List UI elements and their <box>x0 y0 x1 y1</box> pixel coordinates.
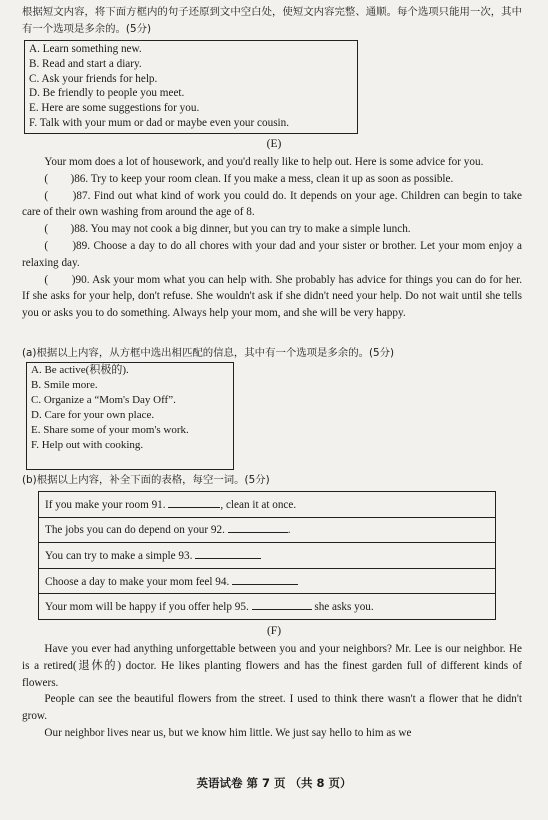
passage-paragraph: ( )87. Find out what kind of work you could do. It depends on your age. Children can begin to take care of their own washing from around the age of 8. <box>22 189 522 219</box>
option-item: A. Learn something new. <box>29 43 142 55</box>
answer-blank-93[interactable] <box>195 549 261 559</box>
answer-blank-92[interactable] <box>228 523 288 533</box>
passage-paragraph: People can see the beautiful flowers from the street. I used to think there wasn't a flower that he didn't grow. <box>22 693 522 723</box>
option-item: C. Ask your friends for help. <box>29 72 158 85</box>
answer-blank-91[interactable] <box>168 498 220 508</box>
instructions-7-choice: 根据短文内容，将下面方框内的句子还原到文中空白处，使短文内容完整、通顺。每个选项只能用一次，其中有一个选项是多余的。(5分) <box>22 6 522 35</box>
table-row: Your mom will be happy if you offer help 95. she asks you. <box>39 594 496 620</box>
passage-paragraph: Your mom does a lot of housework, and you'd really like to help out. Here is some advice for you. <box>44 156 484 168</box>
option-box-matching <box>26 362 234 470</box>
passage-f <box>22 641 522 742</box>
option-item: E. Share some of your mom's work. <box>31 423 189 436</box>
option-item: E. Here are some suggestions for you. <box>29 102 200 115</box>
answer-blank-94[interactable] <box>232 575 298 585</box>
option-item: D. Care for your own place. <box>31 408 155 421</box>
option-item: F. Talk with your mum or dad or maybe even your cousin. <box>29 116 290 129</box>
section-f-heading: (F) <box>266 625 282 637</box>
option-item: F. Help out with cooking. <box>31 438 144 451</box>
passage-paragraph: ( )88. You may not cook a big dinner, but you can try to make a simple lunch. <box>44 223 411 236</box>
instructions-a: (a)根据以上内容，从方框中选出相匹配的信息，其中有一个选项是多余的。(5分) <box>22 347 395 359</box>
passage-paragraph: ( )90. Ask your mom what you can help with. She probably has advice for things you can do for her. If she asks for your help, don't refuse. She wouldn't ask if she didn't need your help. Do not wait until she tells you or asks you to do something. Always help your mom, and she will be very happy. <box>22 273 522 320</box>
page-footer: 英语试卷 第 7 页 （共 8 页） <box>196 776 352 790</box>
option-item: B. Smile more. <box>31 378 98 391</box>
passage-paragraph: Our neighbor lives near us, but we know him little. We just say hello to him as we <box>44 726 412 739</box>
table-row: You can try to make a simple 93. <box>39 543 496 569</box>
option-item: C. Organize a “Mom's Day Off”. <box>31 393 176 406</box>
table-row: If you make your room 91. , clean it at once. <box>39 492 496 518</box>
option-box-choices <box>24 40 358 134</box>
table-row: The jobs you can do depend on your 92. . <box>39 517 496 543</box>
answer-blank-95[interactable] <box>252 600 312 610</box>
passage-e <box>22 154 522 322</box>
fill-in-table <box>38 491 496 620</box>
section-e-heading: (E) <box>266 138 282 150</box>
option-item: D. Be friendly to people you meet. <box>29 87 185 100</box>
passage-paragraph: Have you ever had anything unforgettable between you and your neighbors? Mr. Lee is our neighbor. He is a retired(退休的) doctor. He likes planting flowers and has the finest garden full of different kinds of flowers. <box>22 643 522 689</box>
instructions-b: (b)根据以上内容，补全下面的表格，每空一词。(5分) <box>22 474 270 486</box>
passage-paragraph: ( )86. Try to keep your room clean. If you make a mess, clean it up as soon as possible. <box>44 172 454 185</box>
option-item: A. Be active(积极的). <box>31 364 129 376</box>
table-row: Choose a day to make your mom feel 94. <box>39 568 496 594</box>
passage-paragraph: ( )89. Choose a day to do all chores with your dad and your sister or brother. Let your mom enjoy a relaxing day. <box>22 239 522 269</box>
option-item: B. Read and start a diary. <box>29 57 142 70</box>
